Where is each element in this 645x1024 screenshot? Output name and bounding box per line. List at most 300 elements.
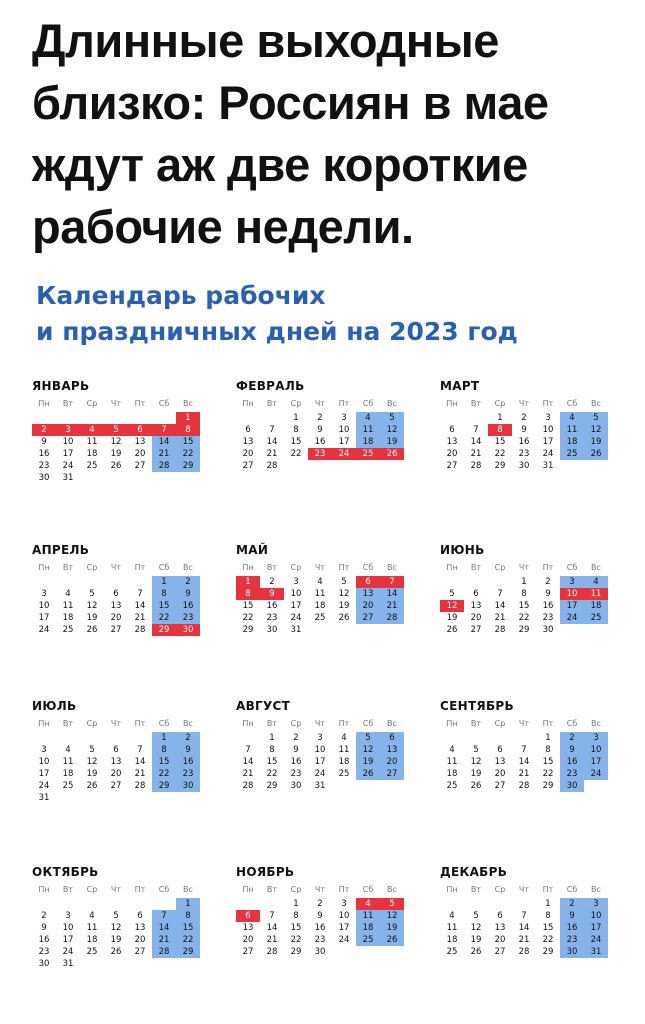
day-cell: 4 bbox=[341, 733, 347, 743]
day-cell: 30 bbox=[290, 781, 302, 791]
weekend-day-cell: 11 bbox=[356, 910, 380, 922]
day-cell: 15 bbox=[542, 923, 554, 933]
weekday-header: Вт bbox=[62, 885, 74, 894]
day-cell: 29 bbox=[518, 625, 530, 635]
weekday-header: Вс bbox=[183, 719, 193, 728]
day-cell: 5 bbox=[89, 745, 95, 755]
weekday-header: Пт bbox=[134, 563, 146, 572]
weekday-header: Вс bbox=[387, 563, 397, 572]
day-cell: 22 bbox=[518, 613, 530, 623]
weekday-header: Ср bbox=[290, 399, 302, 408]
day-cell: 14 bbox=[494, 601, 506, 611]
day-cell: 25 bbox=[338, 769, 350, 779]
month-grid bbox=[440, 882, 612, 958]
day-cell: 2 bbox=[317, 899, 323, 909]
day-cell: 31 bbox=[62, 473, 74, 483]
day-cell: 5 bbox=[113, 911, 119, 921]
day-cell: 11 bbox=[446, 757, 458, 767]
day-cell: 23 bbox=[314, 935, 326, 945]
day-cell: 10 bbox=[314, 745, 326, 755]
empty-cell bbox=[80, 412, 104, 424]
day-cell: 17 bbox=[314, 757, 326, 767]
month-grid bbox=[32, 716, 204, 804]
day-cell: 25 bbox=[62, 625, 74, 635]
day-cell: 10 bbox=[338, 425, 350, 435]
weekend-day-cell: 21 bbox=[152, 448, 176, 460]
holiday-day-cell: 25 bbox=[356, 448, 380, 460]
day-cell: 20 bbox=[134, 935, 146, 945]
day-cell: 1 bbox=[269, 733, 275, 743]
day-cell: 13 bbox=[242, 437, 254, 447]
empty-cell bbox=[464, 576, 488, 588]
day-cell: 6 bbox=[497, 745, 503, 755]
day-cell: 26 bbox=[338, 613, 350, 623]
weekday-header: Чт bbox=[110, 885, 122, 894]
weekday-header: Ср bbox=[494, 885, 506, 894]
day-cell: 19 bbox=[110, 935, 122, 945]
weekday-header: Пн bbox=[242, 719, 254, 728]
weekend-day-cell: 2 bbox=[560, 898, 584, 910]
weekday-header: Сб bbox=[566, 563, 578, 572]
holiday-day-cell: 1 bbox=[176, 412, 200, 424]
day-cell: 22 bbox=[290, 449, 302, 459]
weekend-day-cell: 18 bbox=[356, 922, 380, 934]
weekend-day-cell: 18 bbox=[356, 436, 380, 448]
weekend-day-cell: 5 bbox=[356, 732, 380, 744]
day-cell: 9 bbox=[317, 911, 323, 921]
empty-cell bbox=[236, 898, 260, 910]
day-cell: 27 bbox=[134, 947, 146, 957]
day-cell: 11 bbox=[62, 757, 74, 767]
month-calendar bbox=[236, 862, 408, 958]
day-cell: 13 bbox=[110, 757, 122, 767]
weekend-day-cell: 3 bbox=[584, 898, 608, 910]
weekend-day-cell: 19 bbox=[584, 436, 608, 448]
weekend-day-cell: 4 bbox=[584, 576, 608, 588]
day-cell: 17 bbox=[338, 437, 350, 447]
month-calendar bbox=[440, 696, 612, 792]
day-cell: 14 bbox=[518, 923, 530, 933]
weekend-day-cell: 13 bbox=[380, 744, 404, 756]
weekday-header: Пн bbox=[446, 885, 458, 894]
weekend-day-cell: 21 bbox=[380, 600, 404, 612]
weekend-day-cell: 3 bbox=[584, 732, 608, 744]
weekend-day-cell: 23 bbox=[176, 768, 200, 780]
day-cell: 15 bbox=[518, 601, 530, 611]
day-cell: 26 bbox=[110, 947, 122, 957]
day-cell: 28 bbox=[134, 625, 146, 635]
day-cell: 2 bbox=[317, 413, 323, 423]
month-calendar bbox=[32, 696, 204, 804]
month-name: ИЮНЬ bbox=[440, 543, 485, 557]
month-name: МАРТ bbox=[440, 379, 480, 393]
day-cell: 28 bbox=[518, 947, 530, 957]
day-cell: 7 bbox=[521, 911, 527, 921]
day-cell: 1 bbox=[497, 413, 503, 423]
day-cell: 27 bbox=[470, 625, 482, 635]
empty-cell bbox=[32, 576, 56, 588]
day-cell: 6 bbox=[137, 911, 143, 921]
month-name: СЕНТЯБРЬ bbox=[440, 699, 514, 713]
weekend-day-cell: 22 bbox=[176, 934, 200, 946]
weekday-header: Ср bbox=[86, 399, 98, 408]
month-name: ИЮЛЬ bbox=[32, 699, 77, 713]
weekday-header: Сб bbox=[566, 885, 578, 894]
empty-cell bbox=[488, 898, 512, 910]
month-grid bbox=[440, 396, 612, 472]
day-cell: 13 bbox=[110, 601, 122, 611]
day-cell: 3 bbox=[41, 589, 47, 599]
weekday-header: Чт bbox=[110, 719, 122, 728]
weekday-header: Вт bbox=[62, 399, 74, 408]
weekend-day-cell: 8 bbox=[176, 910, 200, 922]
weekend-day-cell: 22 bbox=[152, 768, 176, 780]
weekend-day-cell: 5 bbox=[380, 412, 404, 424]
day-cell: 24 bbox=[314, 769, 326, 779]
weekday-header: Сб bbox=[158, 563, 170, 572]
day-cell: 16 bbox=[314, 923, 326, 933]
empty-cell bbox=[440, 576, 464, 588]
empty-cell bbox=[104, 576, 128, 588]
weekday-header: Пт bbox=[542, 399, 554, 408]
day-cell: 22 bbox=[494, 449, 506, 459]
weekend-day-cell: 11 bbox=[560, 424, 584, 436]
weekday-header: Чт bbox=[110, 399, 122, 408]
weekday-header: Вс bbox=[183, 563, 193, 572]
day-cell: 29 bbox=[542, 781, 554, 791]
day-cell: 18 bbox=[446, 769, 458, 779]
weekday-header: Сб bbox=[362, 885, 374, 894]
empty-cell bbox=[80, 732, 104, 744]
weekday-header: Пн bbox=[446, 719, 458, 728]
day-cell: 19 bbox=[446, 613, 458, 623]
weekend-day-cell: 15 bbox=[176, 436, 200, 448]
day-cell: 15 bbox=[242, 601, 254, 611]
weekday-header: Вс bbox=[183, 399, 193, 408]
day-cell: 22 bbox=[266, 769, 278, 779]
weekend-day-cell: 6 bbox=[380, 732, 404, 744]
day-cell: 21 bbox=[266, 449, 278, 459]
weekend-day-cell: 22 bbox=[152, 612, 176, 624]
day-cell: 4 bbox=[89, 911, 95, 921]
day-cell: 19 bbox=[110, 449, 122, 459]
weekend-day-cell: 2 bbox=[560, 732, 584, 744]
day-cell: 18 bbox=[62, 613, 74, 623]
weekday-header: Пт bbox=[134, 399, 146, 408]
month-calendar bbox=[440, 862, 612, 958]
day-cell: 21 bbox=[266, 935, 278, 945]
day-cell: 17 bbox=[62, 935, 74, 945]
holiday-day-cell: 30 bbox=[176, 624, 200, 636]
day-cell: 31 bbox=[290, 625, 302, 635]
weekday-header: Чт bbox=[518, 719, 530, 728]
day-cell: 28 bbox=[518, 781, 530, 791]
day-cell: 9 bbox=[293, 745, 299, 755]
month-grid bbox=[32, 396, 204, 484]
day-cell: 3 bbox=[41, 745, 47, 755]
weekend-day-cell: 16 bbox=[560, 922, 584, 934]
month-name: АВГУСТ bbox=[236, 699, 291, 713]
weekday-header: Вс bbox=[591, 399, 601, 408]
month-grid bbox=[440, 716, 612, 792]
day-cell: 25 bbox=[62, 781, 74, 791]
day-cell: 20 bbox=[470, 613, 482, 623]
day-cell: 23 bbox=[542, 613, 554, 623]
day-cell: 14 bbox=[266, 923, 278, 933]
weekend-day-cell: 15 bbox=[152, 756, 176, 768]
weekday-header: Вт bbox=[266, 719, 278, 728]
weekday-header: Вс bbox=[387, 399, 397, 408]
day-cell: 18 bbox=[314, 601, 326, 611]
empty-cell bbox=[56, 412, 80, 424]
weekday-header: Вт bbox=[470, 885, 482, 894]
weekday-header: Сб bbox=[362, 399, 374, 408]
day-cell: 1 bbox=[545, 733, 551, 743]
day-cell: 28 bbox=[266, 461, 278, 471]
weekend-day-cell: 19 bbox=[380, 922, 404, 934]
month-name: МАЙ bbox=[236, 543, 269, 557]
weekend-day-cell: 8 bbox=[152, 588, 176, 600]
empty-cell bbox=[56, 576, 80, 588]
day-cell: 22 bbox=[542, 769, 554, 779]
day-cell: 27 bbox=[494, 781, 506, 791]
holiday-day-cell: 4 bbox=[80, 424, 104, 436]
holiday-day-cell: 10 bbox=[560, 588, 584, 600]
weekend-day-cell: 19 bbox=[380, 436, 404, 448]
weekday-header: Ср bbox=[290, 719, 302, 728]
day-cell: 26 bbox=[446, 625, 458, 635]
day-cell: 9 bbox=[317, 425, 323, 435]
day-cell: 14 bbox=[242, 757, 254, 767]
day-cell: 17 bbox=[38, 613, 50, 623]
day-cell: 7 bbox=[473, 425, 479, 435]
day-cell: 13 bbox=[134, 923, 146, 933]
day-cell: 31 bbox=[314, 781, 326, 791]
weekend-day-cell: 30 bbox=[560, 946, 584, 958]
day-cell: 13 bbox=[446, 437, 458, 447]
day-cell: 22 bbox=[242, 613, 254, 623]
month-grid bbox=[32, 882, 204, 970]
day-cell: 10 bbox=[338, 911, 350, 921]
weekend-day-cell: 10 bbox=[584, 910, 608, 922]
day-cell: 13 bbox=[494, 923, 506, 933]
weekend-day-cell: 20 bbox=[356, 600, 380, 612]
weekend-day-cell: 15 bbox=[176, 922, 200, 934]
empty-cell bbox=[260, 898, 284, 910]
holiday-day-cell: 1 bbox=[236, 576, 260, 588]
empty-cell bbox=[488, 576, 512, 588]
weekday-header: Вт bbox=[62, 563, 74, 572]
day-cell: 18 bbox=[446, 935, 458, 945]
day-cell: 30 bbox=[314, 947, 326, 957]
day-cell: 4 bbox=[449, 745, 455, 755]
weekday-header: Вт bbox=[470, 399, 482, 408]
day-cell: 28 bbox=[266, 947, 278, 957]
day-cell: 12 bbox=[470, 757, 482, 767]
empty-cell bbox=[152, 412, 176, 424]
weekday-header: Вт bbox=[266, 885, 278, 894]
holiday-day-cell: 8 bbox=[488, 424, 512, 436]
day-cell: 15 bbox=[494, 437, 506, 447]
month-calendar bbox=[32, 376, 204, 484]
day-cell: 8 bbox=[521, 589, 527, 599]
weekend-day-cell: 14 bbox=[380, 588, 404, 600]
weekend-day-cell: 28 bbox=[152, 946, 176, 958]
day-cell: 19 bbox=[86, 613, 98, 623]
empty-cell bbox=[440, 412, 464, 424]
empty-cell bbox=[104, 732, 128, 744]
holiday-day-cell: 5 bbox=[380, 898, 404, 910]
weekend-day-cell: 25 bbox=[584, 612, 608, 624]
empty-cell bbox=[464, 898, 488, 910]
empty-cell bbox=[152, 898, 176, 910]
day-cell: 15 bbox=[266, 757, 278, 767]
empty-cell bbox=[128, 898, 152, 910]
weekend-day-cell: 23 bbox=[176, 612, 200, 624]
weekday-header: Пн bbox=[38, 885, 50, 894]
day-cell: 16 bbox=[266, 601, 278, 611]
day-cell: 14 bbox=[518, 757, 530, 767]
day-cell: 7 bbox=[521, 745, 527, 755]
day-cell: 20 bbox=[110, 613, 122, 623]
weekday-header: Чт bbox=[518, 885, 530, 894]
weekend-day-cell: 14 bbox=[152, 436, 176, 448]
day-cell: 23 bbox=[38, 461, 50, 471]
weekday-header: Чт bbox=[314, 885, 326, 894]
calendar-title bbox=[36, 278, 636, 350]
day-cell: 22 bbox=[290, 935, 302, 945]
weekend-day-cell: 24 bbox=[584, 934, 608, 946]
weekday-header: Ср bbox=[494, 563, 506, 572]
weekend-day-cell: 23 bbox=[560, 768, 584, 780]
day-cell: 25 bbox=[86, 947, 98, 957]
day-cell: 6 bbox=[113, 589, 119, 599]
empty-cell bbox=[32, 732, 56, 744]
day-cell: 2 bbox=[545, 577, 551, 587]
day-cell: 1 bbox=[293, 413, 299, 423]
weekend-day-cell: 24 bbox=[584, 768, 608, 780]
weekend-day-cell: 18 bbox=[560, 436, 584, 448]
day-cell: 11 bbox=[86, 923, 98, 933]
day-cell: 7 bbox=[497, 589, 503, 599]
day-cell: 5 bbox=[89, 589, 95, 599]
day-cell: 4 bbox=[449, 911, 455, 921]
empty-cell bbox=[32, 898, 56, 910]
day-cell: 26 bbox=[470, 947, 482, 957]
weekend-day-cell: 1 bbox=[176, 898, 200, 910]
calendar-title-line1: Календарь рабочих bbox=[36, 281, 326, 310]
day-cell: 8 bbox=[293, 425, 299, 435]
weekday-header: Вс bbox=[183, 885, 193, 894]
empty-cell bbox=[128, 732, 152, 744]
weekend-day-cell: 26 bbox=[584, 448, 608, 460]
day-cell: 20 bbox=[242, 449, 254, 459]
day-cell: 18 bbox=[338, 757, 350, 767]
weekday-header: Пн bbox=[38, 719, 50, 728]
day-cell: 27 bbox=[242, 947, 254, 957]
month-calendar bbox=[236, 696, 408, 792]
weekend-day-cell: 15 bbox=[152, 600, 176, 612]
day-cell: 14 bbox=[134, 757, 146, 767]
weekday-header: Сб bbox=[158, 719, 170, 728]
holiday-day-cell: 6 bbox=[128, 424, 152, 436]
weekend-day-cell: 19 bbox=[356, 756, 380, 768]
day-cell: 24 bbox=[338, 935, 350, 945]
day-cell: 24 bbox=[62, 947, 74, 957]
day-cell: 8 bbox=[269, 745, 275, 755]
day-cell: 21 bbox=[242, 769, 254, 779]
day-cell: 17 bbox=[38, 769, 50, 779]
empty-cell bbox=[80, 576, 104, 588]
day-cell: 12 bbox=[86, 601, 98, 611]
weekend-day-cell: 14 bbox=[152, 922, 176, 934]
day-cell: 2 bbox=[521, 413, 527, 423]
day-cell: 11 bbox=[446, 923, 458, 933]
weekend-day-cell: 28 bbox=[152, 460, 176, 472]
weekday-header: Вс bbox=[387, 885, 397, 894]
weekend-day-cell: 18 bbox=[584, 600, 608, 612]
weekday-header: Чт bbox=[314, 563, 326, 572]
holiday-day-cell: 7 bbox=[380, 576, 404, 588]
weekend-day-cell: 9 bbox=[176, 744, 200, 756]
day-cell: 28 bbox=[134, 781, 146, 791]
weekday-header: Ср bbox=[290, 885, 302, 894]
day-cell: 31 bbox=[38, 793, 50, 803]
day-cell: 5 bbox=[473, 911, 479, 921]
month-calendar bbox=[236, 376, 408, 472]
empty-cell bbox=[440, 898, 464, 910]
weekend-day-cell: 2 bbox=[176, 732, 200, 744]
weekday-header: Пт bbox=[542, 563, 554, 572]
day-cell: 12 bbox=[86, 757, 98, 767]
empty-cell bbox=[128, 412, 152, 424]
holiday-day-cell: 11 bbox=[584, 588, 608, 600]
day-cell: 29 bbox=[242, 625, 254, 635]
day-cell: 7 bbox=[137, 589, 143, 599]
weekend-day-cell: 30 bbox=[176, 780, 200, 792]
day-cell: 5 bbox=[341, 577, 347, 587]
weekend-day-cell: 23 bbox=[560, 934, 584, 946]
weekend-day-cell: 11 bbox=[356, 424, 380, 436]
day-cell: 6 bbox=[473, 589, 479, 599]
weekday-header: Ср bbox=[494, 399, 506, 408]
weekday-header: Ср bbox=[86, 719, 98, 728]
day-cell: 14 bbox=[266, 437, 278, 447]
weekday-header: Пн bbox=[242, 885, 254, 894]
weekday-header: Вс bbox=[591, 719, 601, 728]
month-name: НОЯБРЬ bbox=[236, 865, 295, 879]
day-cell: 1 bbox=[521, 577, 527, 587]
month-grid bbox=[236, 560, 408, 636]
day-cell: 10 bbox=[542, 425, 554, 435]
weekend-day-cell: 9 bbox=[560, 744, 584, 756]
day-cell: 16 bbox=[542, 601, 554, 611]
day-cell: 10 bbox=[38, 601, 50, 611]
day-cell: 18 bbox=[86, 935, 98, 945]
weekday-header: Пт bbox=[134, 885, 146, 894]
day-cell: 19 bbox=[470, 769, 482, 779]
day-cell: 6 bbox=[497, 911, 503, 921]
day-cell: 29 bbox=[542, 947, 554, 957]
day-cell: 13 bbox=[242, 923, 254, 933]
empty-cell bbox=[80, 898, 104, 910]
day-cell: 10 bbox=[62, 923, 74, 933]
month-grid bbox=[236, 882, 408, 958]
day-cell: 20 bbox=[110, 769, 122, 779]
weekend-day-cell: 30 bbox=[560, 780, 584, 792]
day-cell: 9 bbox=[521, 425, 527, 435]
day-cell: 18 bbox=[86, 449, 98, 459]
